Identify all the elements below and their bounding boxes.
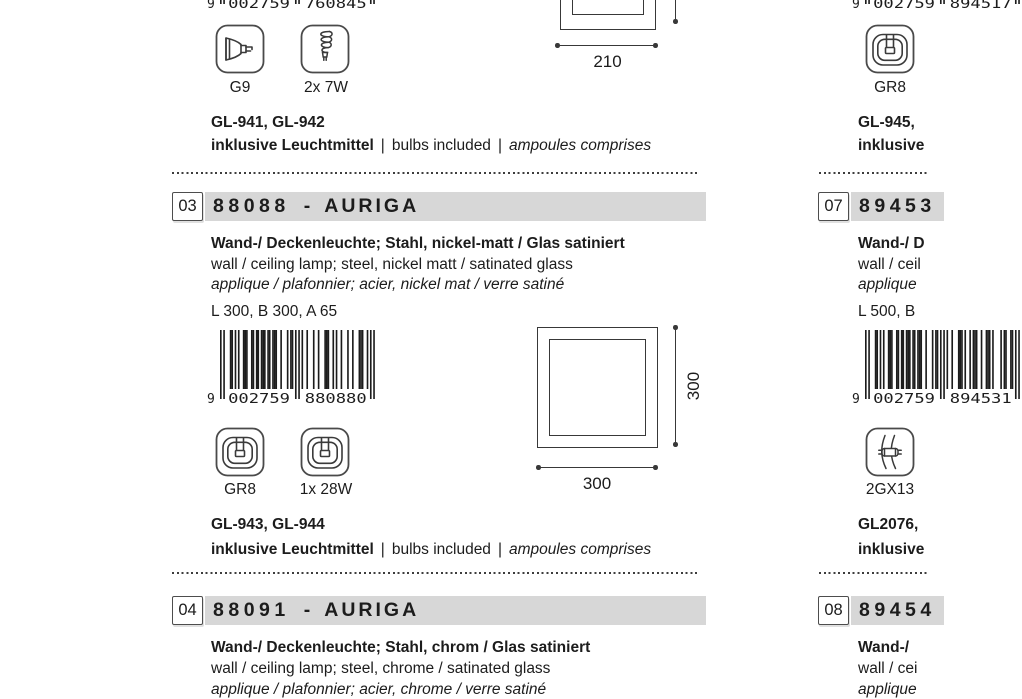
product-front-view-inner bbox=[549, 339, 646, 436]
gr8-2d-lamp-icon bbox=[215, 427, 265, 477]
bulbs-included-line bbox=[211, 541, 651, 559]
dimension-endpoint bbox=[653, 465, 658, 470]
pipe-separator: | bbox=[380, 541, 385, 558]
lamp-wattage-label: 2x 7W bbox=[304, 79, 348, 96]
lamp-socket-label: GR8 bbox=[874, 79, 906, 96]
gr8-2d-lamp-icon bbox=[865, 24, 915, 74]
dimension-label-width: 210 bbox=[593, 52, 622, 71]
lamp-socket-label: G9 bbox=[229, 79, 251, 96]
pipe-separator: | bbox=[497, 541, 502, 558]
dimension-line-horizontal bbox=[558, 45, 657, 46]
dash: - bbox=[303, 195, 311, 217]
svg-text:002759: 002759 bbox=[873, 392, 935, 407]
dimension-label-height: 300 bbox=[684, 371, 703, 401]
article-code: 89453 bbox=[859, 195, 936, 217]
model-numbers: GL-945, bbox=[858, 114, 915, 131]
included-de: inklusive Leuchtmittel bbox=[211, 541, 374, 558]
model-numbers: GL-941, GL-942 bbox=[211, 114, 325, 131]
svg-text:894531: 894531 bbox=[949, 392, 1012, 407]
svg-text:9: 9 bbox=[207, 0, 215, 12]
dotted-separator bbox=[172, 172, 698, 174]
svg-text:002759: 002759 bbox=[228, 0, 290, 12]
dotted-separator bbox=[819, 572, 929, 574]
svg-text:9: 9 bbox=[852, 392, 860, 407]
barcode bbox=[205, 330, 377, 407]
description-fr: applique bbox=[858, 276, 917, 293]
gr8-2d-lamp-icon bbox=[300, 427, 350, 477]
pipe-separator: | bbox=[497, 137, 502, 154]
description-de: Wand-/ Deckenleuchte; Stahl, chrom / Glas satiniert bbox=[211, 639, 591, 656]
pipe-separator: | bbox=[380, 137, 385, 154]
item-header-bar bbox=[851, 596, 944, 625]
model-numbers: GL2076, bbox=[858, 516, 919, 533]
2gx13-circular-tube-icon bbox=[865, 427, 915, 477]
item-index-box: 07 bbox=[818, 192, 849, 221]
barcode bbox=[205, 0, 377, 12]
lamp-socket-label: 2GX13 bbox=[865, 481, 915, 498]
dotted-separator bbox=[172, 572, 698, 574]
dimension-line-vertical bbox=[675, 327, 676, 446]
item-header-bar bbox=[851, 192, 944, 221]
barcode bbox=[850, 330, 1022, 407]
svg-text:002759: 002759 bbox=[228, 392, 290, 407]
dimension-label-width: 300 bbox=[582, 474, 612, 493]
included-en: bulbs included bbox=[391, 137, 491, 154]
description-fr: applique / plafonnier; acier, chrome / verre satiné bbox=[211, 681, 547, 698]
svg-text:002759: 002759 bbox=[873, 0, 935, 12]
description-de: Wand-/ D bbox=[858, 235, 925, 252]
svg-text:9: 9 bbox=[852, 0, 860, 12]
svg-text:760845: 760845 bbox=[304, 0, 367, 12]
article-code: 88088 bbox=[213, 195, 290, 217]
dimension-endpoint bbox=[673, 442, 678, 447]
description-en: wall / ceiling lamp; steel, nickel matt / satinated glass bbox=[211, 256, 573, 273]
lamp-wattage-label: 1x 28W bbox=[299, 481, 353, 498]
dotted-separator bbox=[819, 172, 929, 174]
dimensions-text: L 500, B bbox=[858, 303, 916, 320]
dash: - bbox=[303, 599, 311, 621]
bulbs-included-line bbox=[211, 137, 651, 155]
g9-halogen-lamp-icon bbox=[215, 24, 265, 74]
item-index-box: 04 bbox=[172, 596, 203, 625]
svg-text:880880: 880880 bbox=[304, 392, 367, 407]
item-header-bar bbox=[205, 596, 706, 625]
lamp-socket-label: GR8 bbox=[224, 481, 256, 498]
dimension-line-horizontal bbox=[538, 467, 656, 468]
svg-text:894517: 894517 bbox=[949, 0, 1012, 12]
dimension-endpoint bbox=[536, 465, 541, 470]
spiral-bulb-icon bbox=[300, 24, 350, 74]
dimension-endpoint bbox=[555, 43, 560, 48]
product-name: AURIGA bbox=[324, 599, 420, 621]
description-de: Wand-/ bbox=[858, 639, 910, 656]
svg-text:9: 9 bbox=[207, 392, 215, 407]
description-fr: applique / plafonnier; acier, nickel mat / verre satiné bbox=[211, 276, 565, 293]
product-front-view-inner bbox=[572, 0, 644, 15]
item-index-box: 03 bbox=[172, 192, 203, 221]
article-code: 89454 bbox=[859, 599, 936, 621]
article-code: 88091 bbox=[213, 599, 290, 621]
included-en: bulbs included bbox=[391, 541, 491, 558]
model-numbers: GL-943, GL-944 bbox=[211, 516, 325, 533]
item-index-box: 08 bbox=[818, 596, 849, 625]
barcode bbox=[850, 0, 1022, 12]
dimensions-text: L 300, B 300, A 65 bbox=[211, 303, 338, 320]
included-fr: ampoules comprises bbox=[508, 137, 652, 154]
description-en: wall / ceiling lamp; steel, chrome / satinated glass bbox=[211, 660, 551, 677]
description-en: wall / cei bbox=[858, 660, 918, 677]
bulbs-included-line: inklusive bbox=[858, 137, 925, 154]
dimension-endpoint bbox=[673, 19, 678, 24]
description-de: Wand-/ Deckenleuchte; Stahl, nickel-matt / Glas satiniert bbox=[211, 235, 625, 252]
description-fr: applique bbox=[858, 681, 917, 698]
dimension-endpoint bbox=[673, 325, 678, 330]
bulbs-included-line: inklusive bbox=[858, 541, 925, 558]
product-name: AURIGA bbox=[324, 195, 420, 217]
included-fr: ampoules comprises bbox=[508, 541, 652, 558]
dimension-endpoint bbox=[653, 43, 658, 48]
included-de: inklusive Leuchtmittel bbox=[211, 137, 374, 154]
item-header-bar bbox=[205, 192, 706, 221]
description-en: wall / ceil bbox=[858, 256, 921, 273]
